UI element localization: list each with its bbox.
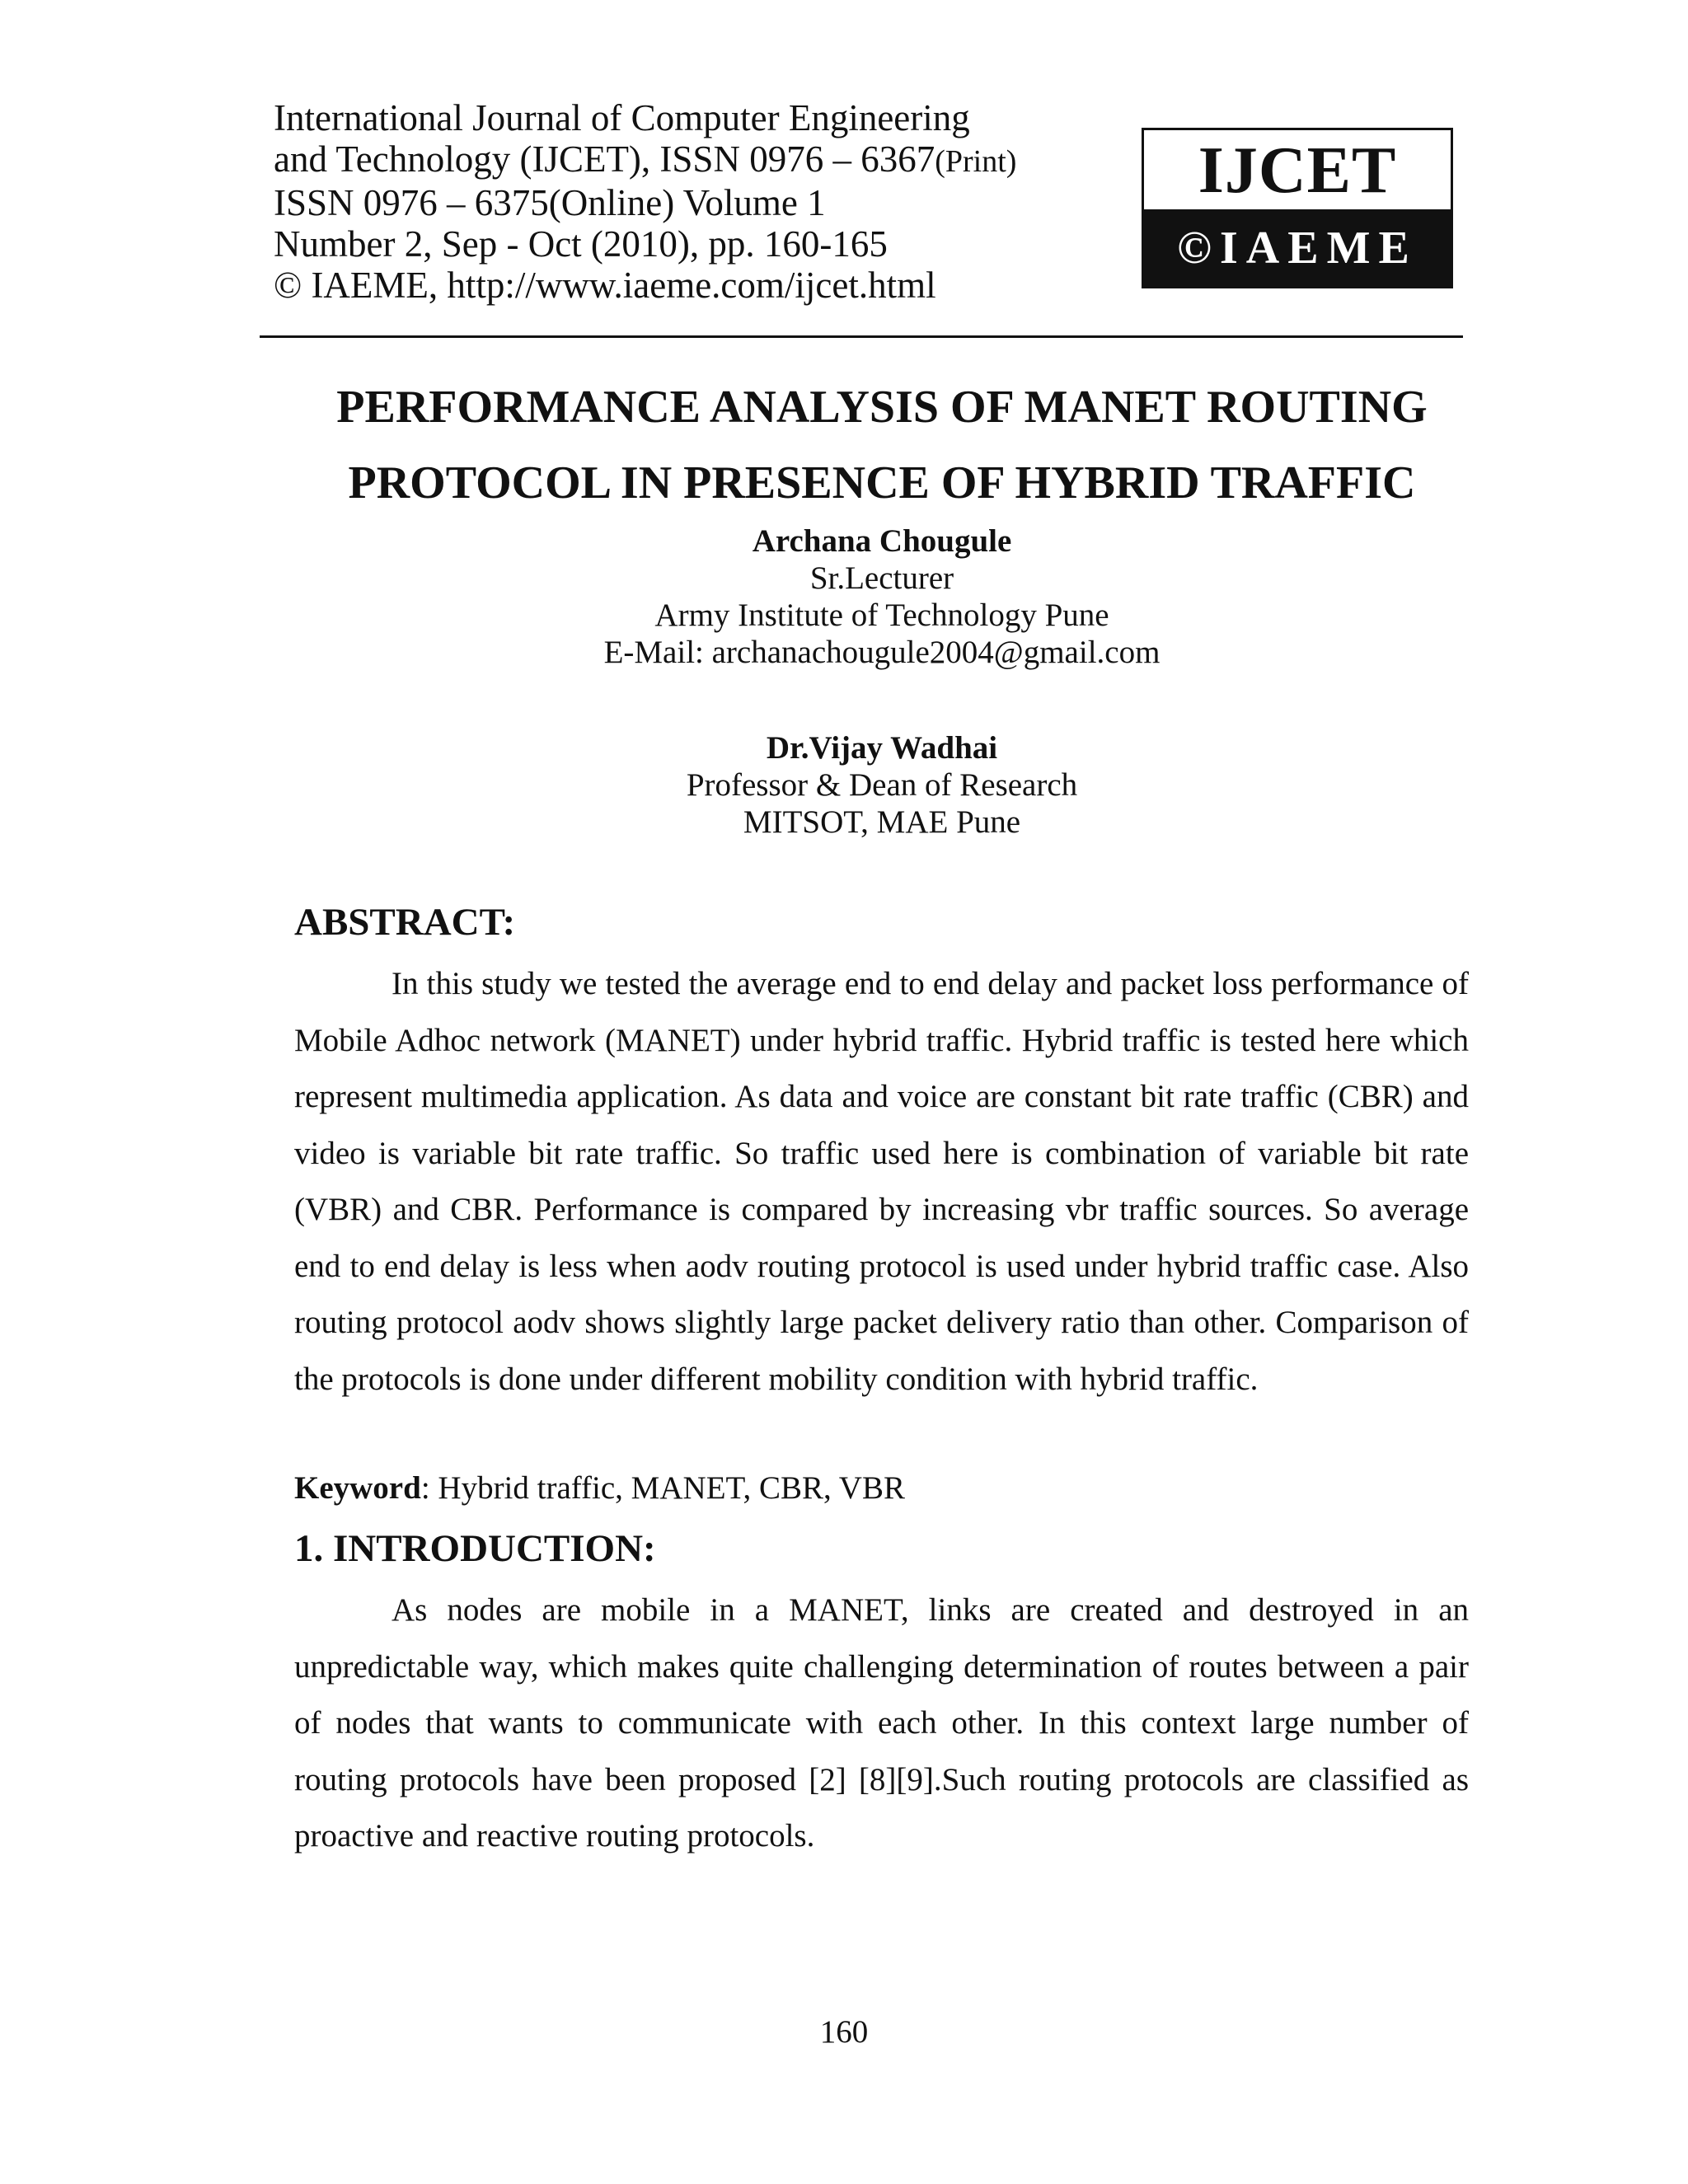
header-line: ISSN 0976 – 6375(Online) Volume 1 [274,182,826,223]
title-line: PROTOCOL IN PRESENCE OF HYBRID TRAFFIC [348,457,1416,509]
author-affiliation: Professor & Dean of Research [686,767,1078,803]
author-email: E-Mail: archanachougule2004@gmail.com [603,635,1160,670]
logo-publisher: ©IAEME [1144,209,1451,286]
author-name: Archana Chougule [752,523,1012,559]
abstract-text: In this study we tested the average end to end delay and packet loss performance of Mobile Adhoc network (MANET) under hybrid traffic. Hybrid traffic is tested here which represent multimedia application. As data and voice are constant bit rate traffic (CBR) and video is variable bit rate traffic. So traffic used here is combination of variable bit rate (VBR) and CBR. Performance is compared by increasing vbr traffic sources. So average end to end delay is less when aodv routing protocol is used under hybrid traffic case. Also routing protocol aodv shows slightly large packet delivery ratio than other. Comparison of the protocols is done under different mobility condition with hybrid traffic. [294,966,1469,1397]
abstract-heading: ABSTRACT: [294,901,516,944]
header-line-text: and Technology (IJCET), ISSN 0976 – 6367 [274,138,935,180]
keywords-text: : Hybrid traffic, MANET, CBR, VBR [420,1470,905,1506]
header-line [274,138,1098,182]
keywords-line [294,1469,905,1507]
page-number: 160 [819,2014,869,2050]
keywords-label: Keyword [294,1470,421,1506]
author-affiliation: Army Institute of Technology Pune [654,598,1109,633]
title-line: PERFORMANCE ANALYSIS OF MANET ROUTING [336,382,1428,433]
introduction-text: As nodes are mobile in a MANET, links are created and destroyed in an unpredictable way, which makes quite challenging determination of routes between a pair of nodes that wants to communicate with each other. In this context large number of routing protocols have been proposed [2] [8][9].Such routing protocols are classified as proactive and reactive routing protocols. [294,1592,1469,1854]
journal-header [274,97,1098,306]
paper-title [206,369,1558,521]
header-line: © IAEME, http://www.iaeme.com/ijcet.html [274,265,936,306]
header-divider [260,335,1463,338]
journal-logo [1142,128,1453,288]
header-line: Number 2, Sep - Oct (2010), pp. 160-165 [274,223,888,265]
author-affiliation: MITSOT, MAE Pune [743,804,1021,840]
introduction-heading: 1. INTRODUCTION: [294,1527,656,1570]
author-name: Dr.Vijay Wadhai [766,730,998,766]
author-block [412,523,1352,671]
author-affiliation: Sr.Lecturer [809,560,954,596]
author-block [412,729,1352,841]
logo-title: IJCET [1198,134,1397,207]
header-line: International Journal of Computer Engineering [274,97,970,138]
print-label: (Print) [935,144,1017,179]
